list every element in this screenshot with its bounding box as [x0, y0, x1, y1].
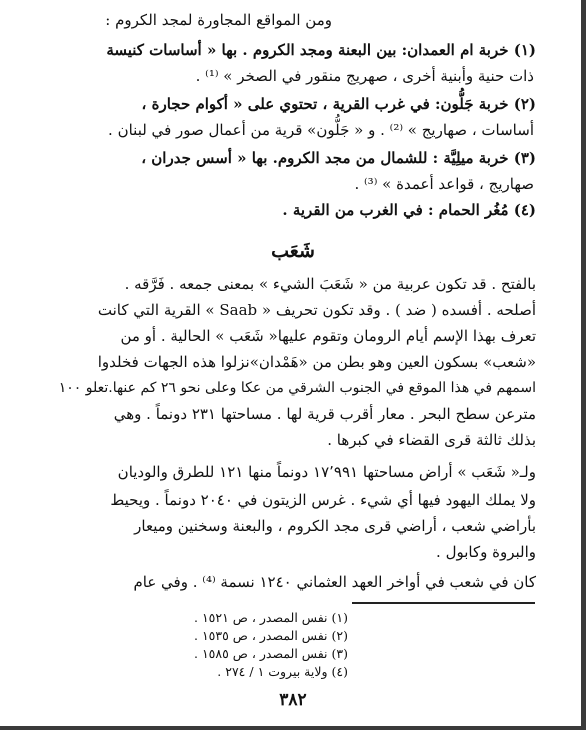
footnote: (١) نفس المصدر ، ص ١٥٢١ . — [194, 610, 348, 625]
body-line: اسمهم في هذا الموقع في الجنوب الشرقي من عكا وعلى نحو ٢٦ كم عنها.تعلو ١٠٠ — [58, 380, 536, 396]
body-line: ولـ« شَعَب » أراض مساحتها ١٧٬٩٩١ دونماً منها ١٢١ للطرق والوديان — [117, 463, 536, 481]
body-line: بأراضي شعب ، أراضي قرى مجد الكروم ، والبعنة وسخنين وميعار — [134, 517, 536, 535]
site-1-line-1: (١) خربة ام العمدان: بين البعنة ومجد الكروم . بها « أساسات كنيسة — [106, 41, 536, 59]
section-title: شَعَب — [271, 240, 315, 262]
site-2-line-2: أساسات ، صهاريج » ⁽²⁾ . و « جَلُّون» قرية من أعمال صور في لبنان . — [108, 121, 534, 139]
intro-line: ومن المواقع المجاورة لمجد الكروم : — [105, 11, 332, 29]
site-4-line: (٤) مُغُر الحمام : في الغرب من القرية . — [282, 201, 536, 219]
footnote: (٢) نفس المصدر ، ص ١٥٣٥ . — [194, 628, 348, 643]
site-2-line-1: (٢) خربة جَلُّون: في غرب القرية ، تحتوي على « أكوام حجارة ، — [141, 95, 536, 113]
site-1-line-2: ذات حنية وأبنية أخرى ، صهريج منقور في الصخر » ⁽¹⁾ . — [195, 67, 534, 85]
body-line: تعرف بهذا الإسم أيام الرومان وتقوم عليها« شَعَب » الحالية . أو من — [120, 327, 536, 345]
body-line: «شعب» بسكون العين وهو بطن من «هَمْدان»نزلوا هذه الجهات فخلدوا — [97, 353, 536, 371]
body-line: والبروة وكابول . — [436, 543, 536, 561]
body-line: أصلحه . أفسده ( ضد ) . وقد تكون تحريف « Saab » القرية التي كانت — [97, 301, 536, 319]
body-line: ولا يملك اليهود فيها أي شيء . غرس الزيتون في ٢٠٤٠ دونماً . ويحيط — [110, 491, 536, 509]
body-line: بالفتح . قد تكون عربية من « شَعَبَ الشيء » بمعنى جمعه . فَرَّقه . — [124, 275, 536, 293]
window-edge — [581, 0, 586, 730]
body-line: كان في شعب في أواخر العهد العثماني ١٢٤٠ نسمة ⁽⁴⁾ . وفي عام — [133, 573, 536, 591]
site-3-line-2: صهاريج ، قواعد أعمدة » ⁽³⁾ . — [354, 175, 534, 193]
body-line: بذلك ثالثة قرى القضاء في كبرها . — [327, 431, 536, 449]
body-line: مترعن سطح البحر . معار أقرب قرية لها . مساحتها ٢٣١ دونماً . وهي — [113, 405, 536, 423]
window-edge — [0, 726, 586, 730]
page-number: ٣٨٢ — [279, 690, 307, 710]
footnote-divider — [352, 602, 535, 604]
footnote: (٣) نفس المصدر ، ص ١٥٨٥ . — [194, 646, 348, 661]
site-3-line-1: (٣) خربة ميلِيَّة : للشمال من مجد الكروم. بها « أسس جدران ، — [141, 149, 536, 167]
footnote: (٤) ولاية بيروت ١ / ٢٧٤ . — [217, 664, 348, 679]
